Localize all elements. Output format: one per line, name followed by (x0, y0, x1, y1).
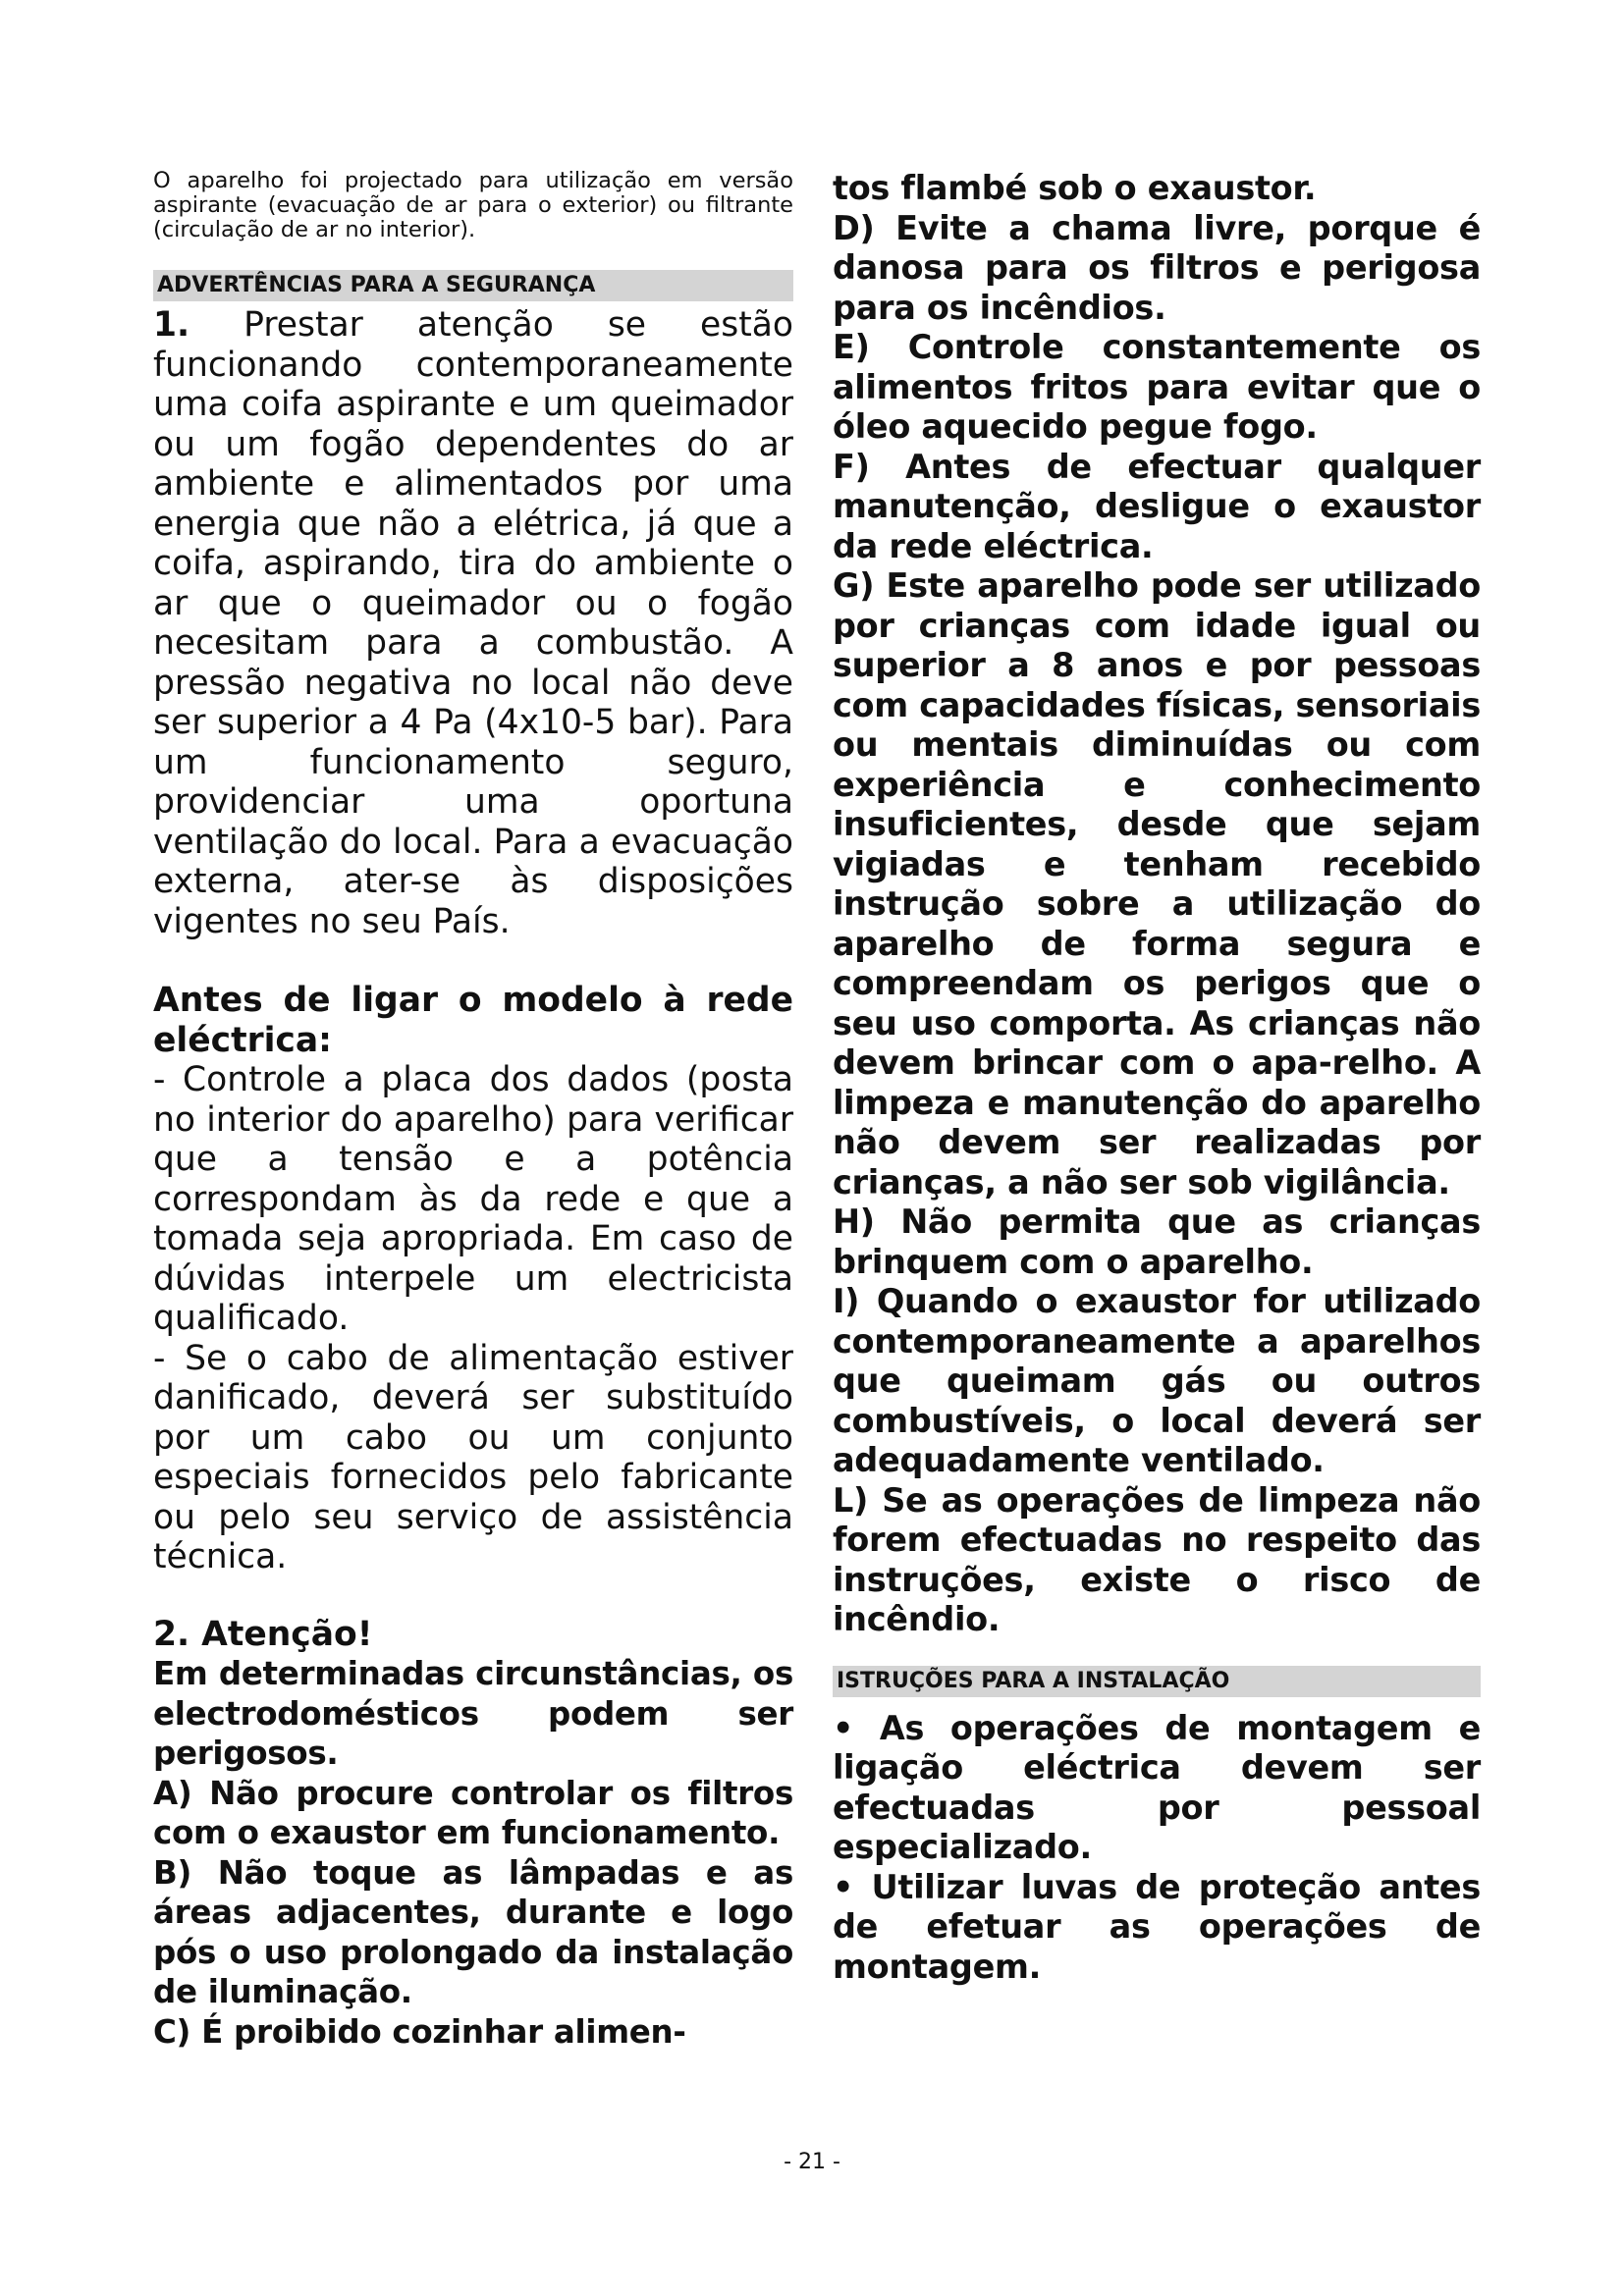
item-1-text: Prestar atenção se estão funcionando contemporaneamente uma coifa aspirante e um queimador ou um fogão dependentes do ar ambiente e alimentados por uma energia que não a elétrica, já que a coifa, aspirando, tira do ambiente o ar que o queimador ou o fogão necesitam para a combustão. A pressão negativa no local não deve ser superior a 4 Pa (4x10-5 bar). Para um funcionamento seguro, providenciar uma oportuna ventilação do local. Para a evacuação externa, ater-se às disposições vigentes no seu País. (153, 305, 793, 941)
page-number: - 21 - (784, 2150, 840, 2174)
warning-item-b: B) Não toque as lâmpadas e as áreas adjacentes, durante e logo pós o uso prolongado da instalação de iluminação. (153, 1853, 793, 2010)
warning-item-a: A) Não procure controlar os filtros com o exaustor em funcionamento. (153, 1774, 793, 1851)
item-1-number: 1. (153, 305, 190, 345)
warning-item-c-start: C) É proibido cozinhar alimen- (153, 2012, 686, 2051)
warning-item-g: G) Este aparelho pode ser utilizado por crianças com idade igual ou superior a 8 anos e por pessoas com capacidades físicas, sensoriais ou mentais diminuídas ou com experiência e conhecimento insuficientes, desde que sejam vigiadas e tenham recebido instrução sobre a utilização do aparelho de forma segura e compreendam os perigos que o seu uso comporta. As crianças não devem brincar com o apa-relho. A limpeza e manutenção do aparelho não devem ser realizadas por crianças, a não ser sob vigilância. (833, 566, 1481, 1201)
left-column (153, 169, 793, 2052)
before-connecting-paragraph-2: - Se o cabo de alimentação estiver danificado, deverá ser substituído por um cabo ou um conjunto especiais fornecidos pelo fabricante ou pelo seu serviço de assistência técnica. (153, 1338, 793, 1576)
warning-item-d: D) Evite a chama livre, porque é danosa para os filtros e perigosa para os incêndios. (833, 208, 1481, 327)
before-connecting-heading: Antes de ligar o modelo à rede eléctrica: (153, 981, 793, 1060)
installation-heading: ISTRUÇÕES PARA A INSTALAÇÃO (833, 1666, 1481, 1697)
warning-item-c-end: tos flambé sob o exaustor. (833, 169, 1317, 207)
warning-item-i: I) Quando o exaustor for utilizado contemporaneamente a aparelhos que queimam gás ou outros combustíveis, o local deverá ser adequadamente ventilado. (833, 1282, 1481, 1479)
safety-item-1 (153, 305, 793, 941)
intro-paragraph: O aparelho foi projectado para utilização em versão aspirante (evacuação de ar para o exterior) ou filtrante (circulação de ar no interior). (153, 168, 793, 242)
safety-heading: ADVERTÊNCIAS PARA A SEGURANÇA (153, 270, 793, 301)
installation-bullet-1: • As operações de montagem e ligação eléctrica devem ser efectuadas por pessoal especializado. (833, 1708, 1481, 1866)
warning-item-f: F) Antes de efectuar qualquer manutenção, desligue o exaustor da rede eléctrica. (833, 447, 1481, 565)
right-column (833, 169, 1481, 1987)
warning-item-l: L) Se as operações de limpeza não forem efectuadas no respeito das instruções, existe o risco de incêndio. (833, 1480, 1481, 1638)
before-connecting-paragraph-1: - Controle a placa dos dados (posta no interior do aparelho) para verificar que a tensão e a potência correspondam às da rede e que a tomada seja apropriada. Em caso de dúvidas interpele um electricista qualificado. (153, 1060, 793, 1338)
attention-title: 2. Atenção! (153, 1614, 373, 1654)
installation-bullet-2: • Utilizar luvas de proteção antes de efetuar as operações de montagem. (833, 1867, 1481, 1986)
warning-item-h: H) Não permita que as crianças brinquem com o aparelho. (833, 1202, 1481, 1281)
warning-item-e: E) Controle constantemente os alimentos fritos para evitar que o óleo aquecido pegue fogo. (833, 328, 1481, 446)
attention-text: Em determinadas circunstâncias, os electrodomésticos podem ser perigosos. (153, 1655, 793, 1772)
